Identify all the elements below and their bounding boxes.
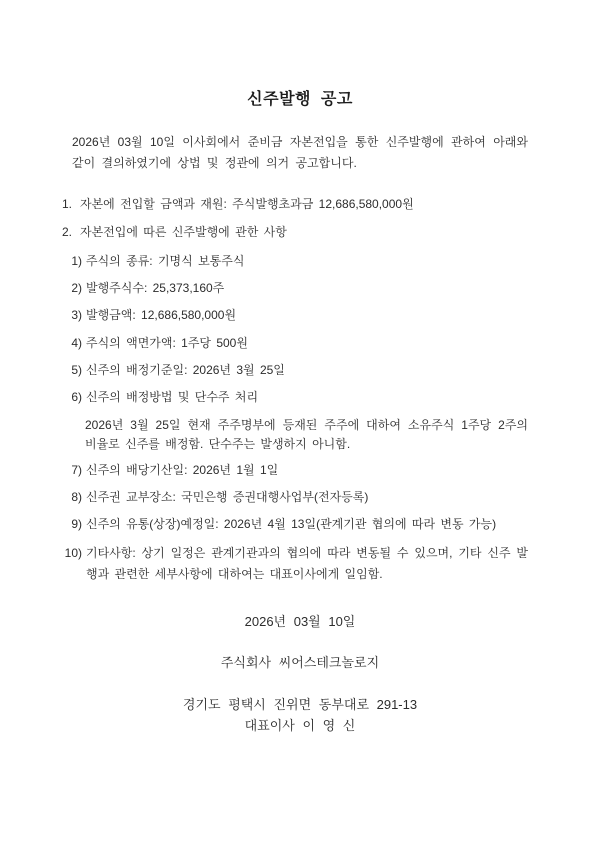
sub-item-number: 2) (71, 281, 82, 295)
sub-item-share-type (60, 252, 528, 271)
intro-paragraph: 2026년 03월 10일 이사회에서 준비금 자본전입을 통한 신주발행에 관하여 아래와 같이 결의하였기에 상법 및 정관에 의거 공고합니다. (72, 135, 528, 170)
sub-item-text: 주식의 액면가액: 1주당 500원 (86, 336, 248, 350)
sub-item-number: 10) (64, 546, 82, 560)
sub-item-text: 주식의 종류: 기명식 보통주식 (86, 254, 245, 268)
sub-item-listing-date (60, 515, 528, 534)
sub-item-par-value (60, 334, 528, 353)
sub-item-record-date (60, 361, 528, 380)
sub-item-delivery-place (60, 488, 528, 507)
company-name: 주식회사 씨어스테크놀로지 (220, 655, 380, 670)
document-title: 신주발행 공고 (247, 91, 353, 108)
sub-item-dividend-date (60, 461, 528, 480)
sub-item-text: 기타사항: 상기 일정은 관계기관과의 협의에 따라 변동될 수 있으며, 기타 신주 발행과 관련한 세부사항에 대하여는 대표이사에게 일임함. (86, 546, 528, 581)
item-number: 1. (62, 197, 73, 211)
sub-item-text: 신주권 교부장소: 국민은행 증권대행사업부(전자등록) (86, 490, 369, 504)
sub-item-number: 8) (71, 490, 82, 504)
sub-item-number: 6) (71, 390, 82, 404)
allotment-detail-paragraph: 2026년 3월 25일 현재 주주명부에 등재된 주주에 대하여 소유주식 1주당 2주의 비율로 신주를 배정함. 단수주는 발생하지 아니함. (85, 418, 529, 451)
sub-item-text: 신주의 배정기준일: 2026년 3월 25일 (86, 363, 285, 377)
notice-date: 2026년 03월 10일 (244, 614, 356, 629)
company-address: 경기도 평택시 진위면 동부대로 291-13 (182, 697, 418, 712)
sub-item-text: 신주의 배정방법 및 단수주 처리 (86, 390, 259, 404)
sub-item-other-matters (60, 543, 528, 585)
ceo-name: 대표이사 이 영 신 (244, 718, 356, 733)
sub-item-number: 5) (71, 363, 82, 377)
sub-item-allotment-method (60, 388, 528, 407)
item-text: 자본에 전입할 금액과 재원: 주식발행초과금 12,686,580,000원 (80, 197, 414, 211)
sub-item-text: 발행금액: 12,686,580,000원 (86, 308, 237, 322)
sub-item-text: 발행주식수: 25,373,160주 (86, 281, 225, 295)
sub-item-number: 7) (71, 463, 82, 477)
sub-item-issue-amount (60, 306, 528, 325)
item-issuance-matters (62, 223, 530, 242)
sub-item-text: 신주의 유통(상장)예정일: 2026년 4월 13일(관계기관 협의에 따라 변동 가능) (86, 517, 497, 531)
sub-item-number: 1) (71, 254, 82, 268)
item-text: 자본전입에 따른 신주발행에 관한 사항 (80, 225, 287, 239)
sub-item-text: 신주의 배당기산일: 2026년 1월 1일 (86, 463, 279, 477)
sub-item-share-count (60, 279, 528, 298)
sub-item-number: 3) (71, 308, 82, 322)
item-capital-amount (62, 195, 530, 214)
item-number: 2. (62, 225, 73, 239)
sub-item-number: 4) (71, 336, 82, 350)
sub-item-number: 9) (71, 517, 82, 531)
